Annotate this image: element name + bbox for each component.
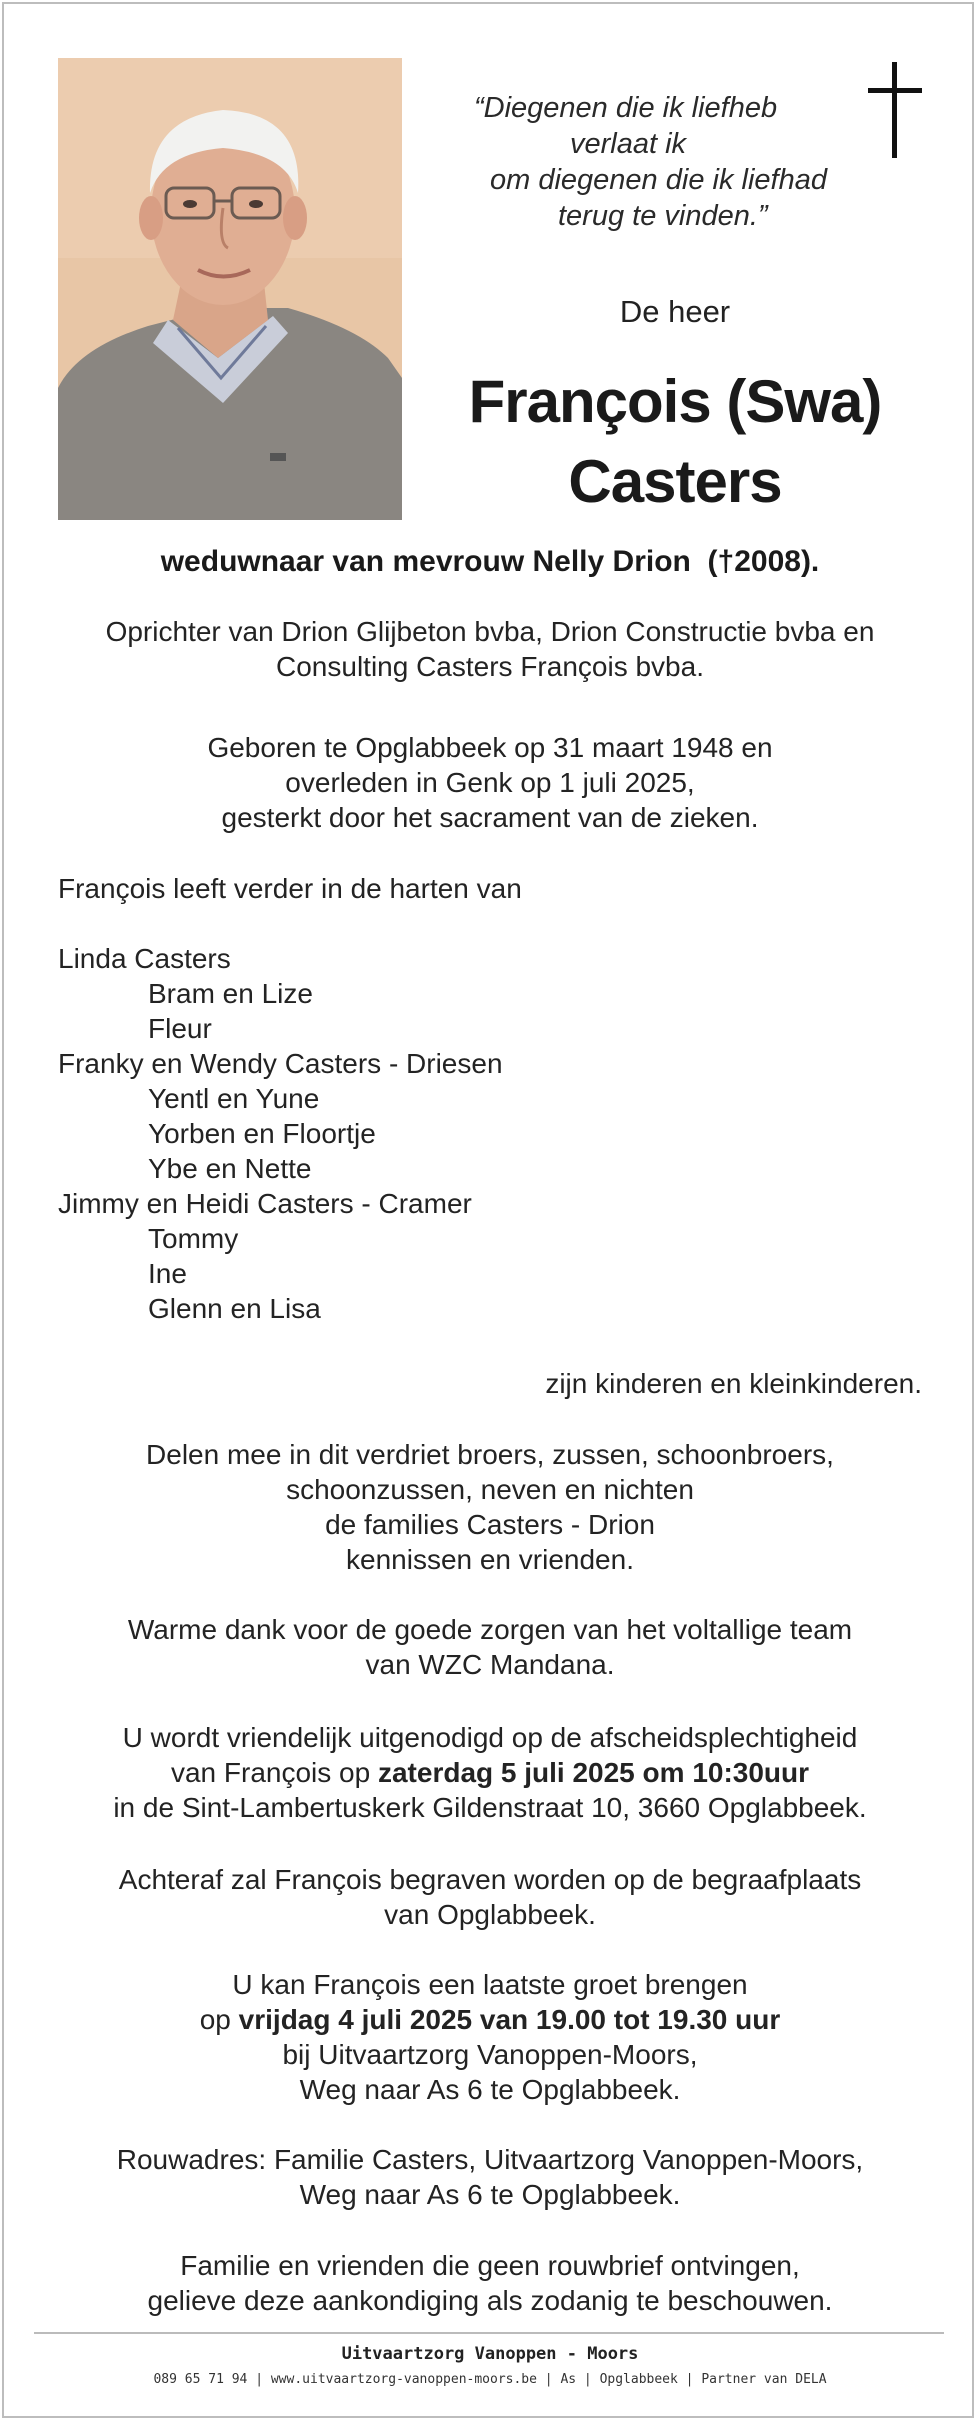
text-line: Weg naar As 6 te Opglabbeek. bbox=[299, 2179, 681, 2210]
life-paragraph bbox=[58, 730, 922, 835]
family-list bbox=[58, 941, 922, 1326]
text-line: Familie en vrienden die geen rouwbrief ontvingen, bbox=[180, 2250, 800, 2281]
memorial-quote bbox=[440, 90, 920, 234]
text-line: Warme dank voor de goede zorgen van het voltallige team bbox=[127, 1614, 853, 1645]
grandchild: Ine bbox=[148, 1258, 187, 1289]
text-line: Consulting Casters François bvba. bbox=[276, 651, 704, 682]
family-member: Linda Casters bbox=[58, 943, 231, 974]
footer-title: Uitvaartzorg Vanoppen - Moors bbox=[341, 2344, 639, 2364]
grandchild: Yorben en Floortje bbox=[148, 1118, 376, 1149]
text-line: Oprichter van Drion Glijbeton bvba, Drion Constructie bvba en bbox=[105, 616, 875, 647]
quote-line: om diegenen die ik liefhad bbox=[490, 164, 827, 196]
thanks-paragraph bbox=[58, 1612, 922, 1682]
text-line: gelieve deze aankondiging als zodanig te beschouwen. bbox=[147, 2285, 833, 2316]
name-line: François (Swa) bbox=[468, 368, 882, 435]
text-span: op bbox=[199, 2004, 239, 2035]
family-closing bbox=[58, 1366, 922, 1401]
text-line: van Opglabbeek. bbox=[384, 1899, 596, 1930]
notice-paragraph bbox=[58, 2248, 922, 2318]
text-line: gesterkt door het sacrament van de zieken. bbox=[221, 802, 759, 833]
quote-line: verlaat ik bbox=[570, 128, 687, 160]
footer-divider bbox=[34, 2332, 944, 2334]
text-span: van François op bbox=[170, 1757, 378, 1788]
ceremony-datetime: zaterdag 5 juli 2025 om 10:30uur bbox=[377, 1757, 810, 1788]
grandchild: Tommy bbox=[148, 1223, 239, 1254]
text-line: zijn kinderen en kleinkinderen. bbox=[545, 1368, 922, 1399]
text-line: overleden in Genk op 1 juli 2025, bbox=[285, 767, 695, 798]
text-line: U kan François een laatste groet brengen bbox=[232, 1969, 748, 2000]
grandchild: Fleur bbox=[148, 1013, 212, 1044]
grandchild: Ybe en Nette bbox=[148, 1153, 312, 1184]
grandchild: Yentl en Yune bbox=[148, 1083, 320, 1114]
founder-paragraph bbox=[58, 614, 922, 684]
ceremony-paragraph bbox=[58, 1720, 922, 1825]
text-line bbox=[58, 1755, 922, 1790]
footer-info: 089 65 71 94 | www.uitvaartzorg-vanoppen-moors.be | As | Opglabbeek | Partner van DELA bbox=[153, 2372, 827, 2387]
deceased-name bbox=[440, 362, 910, 522]
grandchild: Glenn en Lisa bbox=[148, 1293, 321, 1324]
text-line: kennissen en vrienden. bbox=[346, 1544, 634, 1575]
text-line: François leeft verder in de harten van bbox=[58, 873, 522, 904]
text-line: de families Casters - Drion bbox=[325, 1509, 655, 1540]
text-line: U wordt vriendelijk uitgenodigd op de afscheidsplechtigheid bbox=[122, 1722, 858, 1753]
lives-on-intro bbox=[58, 871, 922, 906]
grandchild: Bram en Lize bbox=[148, 978, 313, 1009]
text-line: Geboren te Opglabbeek op 31 maart 1948 en bbox=[207, 732, 773, 763]
family-member: Franky en Wendy Casters - Driesen bbox=[58, 1048, 503, 1079]
quote-line: terug te vinden.” bbox=[558, 200, 768, 232]
visitation-datetime: vrijdag 4 juli 2025 van 19.00 tot 19.30 uur bbox=[238, 2004, 781, 2035]
title-prefix: De heer bbox=[619, 294, 731, 329]
burial-paragraph bbox=[58, 1862, 922, 1932]
family-member: Jimmy en Heidi Casters - Cramer bbox=[58, 1188, 472, 1219]
text-line: schoonzussen, neven en nichten bbox=[286, 1474, 694, 1505]
text-line: van WZC Mandana. bbox=[365, 1649, 615, 1680]
portrait-photo bbox=[58, 58, 402, 520]
text-line bbox=[58, 2002, 922, 2037]
text-line: Weg naar As 6 te Opglabbeek. bbox=[299, 2074, 681, 2105]
widower-line: weduwnaar van mevrouw Nelly Drion (†2008). bbox=[160, 545, 820, 578]
text-line: Rouwadres: Familie Casters, Uitvaartzorg Vanoppen-Moors, bbox=[116, 2144, 864, 2175]
sharing-paragraph bbox=[58, 1437, 922, 1577]
text-line: Achteraf zal François begraven worden op de begraafplaats bbox=[118, 1864, 862, 1895]
quote-line: “Diegenen die ik liefheb bbox=[474, 92, 778, 124]
visitation-paragraph bbox=[58, 1967, 922, 2107]
address-paragraph bbox=[58, 2142, 922, 2212]
name-line: Casters bbox=[568, 448, 782, 515]
text-line: bij Uitvaartzorg Vanoppen-Moors, bbox=[282, 2039, 698, 2070]
text-line: in de Sint-Lambertuskerk Gildenstraat 10, 3660 Opglabbeek. bbox=[113, 1792, 867, 1823]
text-line: Delen mee in dit verdriet broers, zussen, schoonbroers, bbox=[146, 1439, 834, 1470]
